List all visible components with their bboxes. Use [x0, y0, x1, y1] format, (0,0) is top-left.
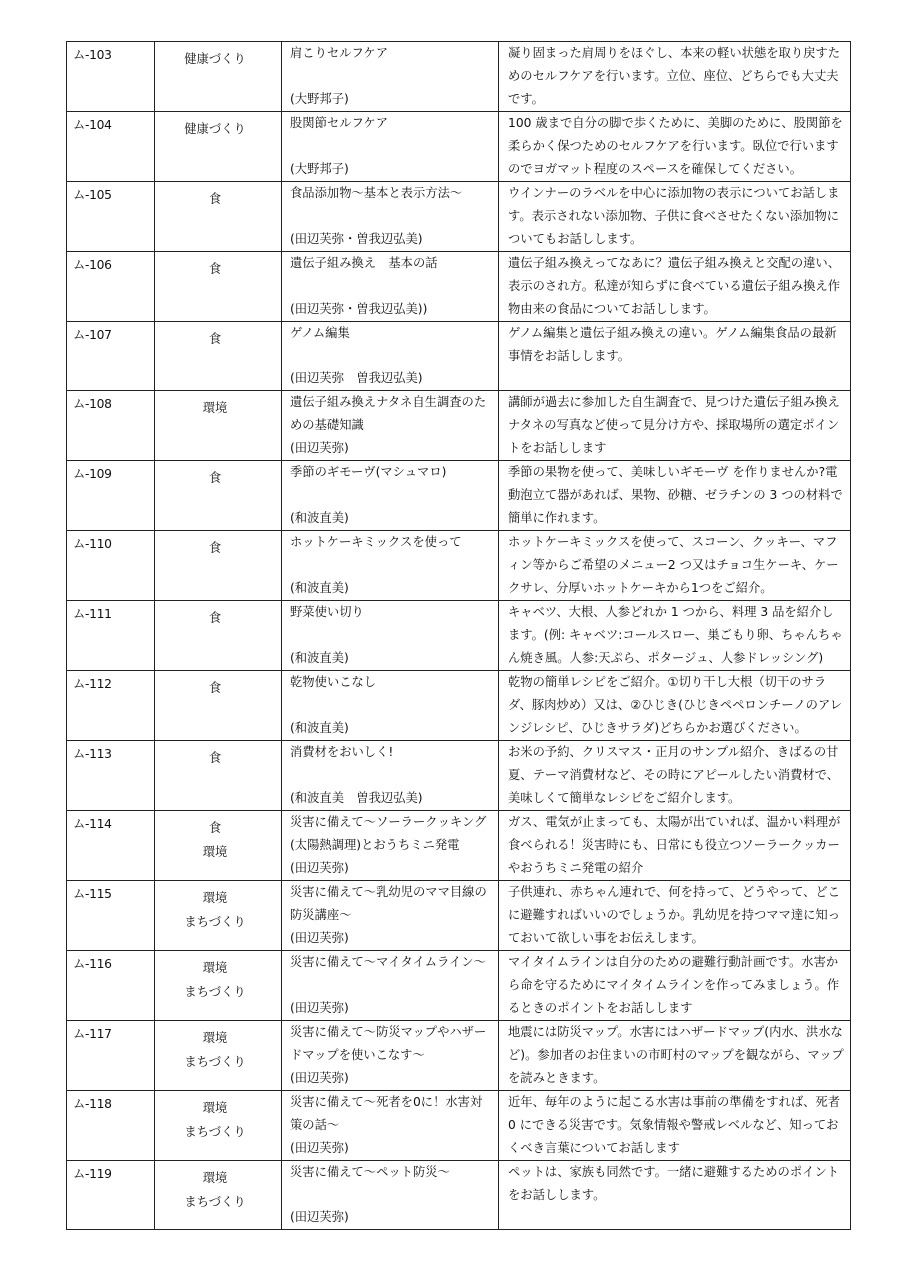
seminar-author: (田辺芙弥・曽我辺弘美): [290, 232, 423, 246]
category-label: 環境: [202, 1031, 228, 1045]
seminar-title: ホットケーキミックスを使って: [290, 535, 462, 549]
row-description: 講師が過去に参加した自生調査で、見つけた遺伝子組み換えナタネの写真など使って見分け方や、採取場所の選定ポイントをお話しします: [499, 391, 851, 461]
row-category: [155, 182, 282, 252]
row-code: ム-110: [67, 531, 155, 601]
row-title-cell: [282, 881, 499, 951]
row-description: ホットケーキミックスを使って、スコーン、クッキー、マフィン等からご希望のメニュー2 つ又はチョコ生ケーキ、ケークサレ、分厚いホットケーキから1つをご紹介。: [499, 531, 851, 601]
row-title-cell: [282, 951, 499, 1021]
row-title-cell: [282, 1161, 499, 1230]
row-code: ム-113: [67, 741, 155, 811]
row-title-cell: [282, 531, 499, 601]
seminar-author: (田辺芙弥): [290, 861, 349, 875]
seminar-author: (田辺芙弥): [290, 1001, 349, 1015]
table-row: [67, 252, 851, 322]
row-description: 凝り固まった肩周りをほぐし、本来の軽い状態を取り戻すためのセルフケアを行います。立位、座位、どちらでも大丈夫です。: [499, 42, 851, 112]
row-code: ム-116: [67, 951, 155, 1021]
row-category: [155, 671, 282, 741]
row-title-cell: [282, 1021, 499, 1091]
seminar-author: (田辺芙弥 曽我辺弘美): [290, 371, 423, 385]
category-label: 食: [208, 192, 222, 206]
table-row: [67, 1161, 851, 1230]
seminar-title: 肩こりセルフケア: [290, 46, 389, 60]
table-row: [67, 112, 851, 182]
category-label: 環境: [202, 401, 228, 415]
category-label: 環境: [202, 961, 228, 975]
category-label: 環境: [202, 891, 228, 905]
row-code: ム-109: [67, 461, 155, 531]
category-label: まちづくり: [184, 915, 246, 929]
seminar-author: (田辺芙弥): [290, 931, 349, 945]
row-description: ゲノム編集と遺伝子組み換えの違い。ゲノム編集食品の最新事情をお話しします。: [499, 322, 851, 391]
row-category: [155, 601, 282, 671]
row-title-cell: [282, 461, 499, 531]
row-category: [155, 531, 282, 601]
seminar-table: [66, 41, 851, 1230]
row-code: ム-105: [67, 182, 155, 252]
row-title-cell: [282, 1091, 499, 1161]
row-category: [155, 112, 282, 182]
row-description: 乾物の簡単レシピをご紹介。①切り干し大根（切干のサラダ、豚肉炒め）又は、②ひじき(ひじきペペロンチーノのアレンジレシピ、ひじきサラダ)どちらかお選びください。: [499, 671, 851, 741]
row-description: ガス、電気が止まっても、太陽が出ていれば、温かい料理が食べられる！災害時にも、日常にも役立つソーラークッカーやおうちミニ発電の紹介: [499, 811, 851, 881]
row-code: ム-107: [67, 322, 155, 391]
row-description: お米の予約、クリスマス・正月のサンプル紹介、きばるの甘夏、テーマ消費材など、その時にアピールしたい消費材で、美味しくて簡単なレシピをご紹介します。: [499, 741, 851, 811]
category-label: 環境: [202, 1101, 228, 1115]
category-label: 食: [208, 471, 222, 485]
row-title-cell: [282, 322, 499, 391]
table-row: [67, 951, 851, 1021]
seminar-title: 野菜使い切り: [290, 605, 364, 619]
table-row: [67, 741, 851, 811]
row-code: ム-114: [67, 811, 155, 881]
row-category: [155, 1161, 282, 1230]
seminar-title: ゲノム編集: [290, 326, 350, 340]
category-label: 食: [208, 821, 222, 835]
row-category: [155, 322, 282, 391]
category-label: 環境: [202, 845, 228, 859]
category-label: まちづくり: [184, 1055, 246, 1069]
row-description: 子供連れ、赤ちゃん連れで、何を持って、どうやって、どこに避難すればいいのでしょうか。乳幼児を持つママ達に知っておいて欲しい事をお伝えします。: [499, 881, 851, 951]
seminar-title: 災害に備えて～ペット防災～: [290, 1165, 450, 1179]
row-category: [155, 461, 282, 531]
seminar-title: 災害に備えて～マイタイムライン～: [290, 955, 486, 969]
seminar-author: (田辺芙弥): [290, 1071, 349, 1085]
row-category: [155, 741, 282, 811]
row-title-cell: [282, 601, 499, 671]
seminar-title: 遺伝子組み換えナタネ自生調査のための基礎知識: [290, 395, 487, 432]
table-row: [67, 881, 851, 951]
seminar-title: 遺伝子組み換え 基本の話: [290, 256, 438, 270]
table-row: [67, 671, 851, 741]
table-row: [67, 601, 851, 671]
table-row: [67, 461, 851, 531]
seminar-title: 乾物使いこなし: [290, 675, 377, 689]
seminar-title: 食品添加物～基本と表示方法～: [290, 186, 463, 200]
category-label: 食: [208, 541, 222, 555]
seminar-author: (和波直美): [290, 651, 349, 665]
seminar-author: (和波直美): [290, 581, 349, 595]
row-category: [155, 811, 282, 881]
seminar-title: 消費材をおいしく!: [290, 745, 394, 759]
row-title-cell: [282, 112, 499, 182]
row-description: 100 歳まで自分の脚で歩くために、美脚のために、股関節を柔らかく保つためのセルフケアを行います。臥位で行いますのでヨガマット程度のスペースを確保してください。: [499, 112, 851, 182]
category-label: 食: [208, 611, 222, 625]
category-label: 食: [208, 681, 222, 695]
category-label: 食: [208, 332, 222, 346]
category-label: 食: [208, 751, 222, 765]
row-category: [155, 881, 282, 951]
row-code: ム-104: [67, 112, 155, 182]
row-category: [155, 951, 282, 1021]
row-category: [155, 391, 282, 461]
category-label: 健康づくり: [184, 122, 246, 136]
row-description: 地震には防災マップ。水害にはハザードマップ(内水、洪水など)。参加者のお住まいの市町村のマップを観ながら、マップを読みときます。: [499, 1021, 851, 1091]
row-description: 近年、毎年のように起こる水害は事前の準備をすれば、死者 0 にできる災害です。気象情報や警戒レベルなど、知っておくべき言葉についてお話します: [499, 1091, 851, 1161]
row-title-cell: [282, 252, 499, 322]
table-row: [67, 1091, 851, 1161]
seminar-author: (大野邦子): [290, 92, 349, 106]
table-row: [67, 1021, 851, 1091]
row-code: ム-103: [67, 42, 155, 112]
seminar-title: 災害に備えて～ソーラークッキング(太陽熱調理)とおうちミニ発電: [290, 815, 487, 852]
seminar-author: (田辺芙弥): [290, 1210, 349, 1224]
seminar-author: (田辺芙弥): [290, 441, 349, 455]
row-category: [155, 1021, 282, 1091]
row-code: ム-119: [67, 1161, 155, 1230]
row-code: ム-108: [67, 391, 155, 461]
row-title-cell: [282, 811, 499, 881]
seminar-title: 災害に備えて～死者を0に！水害対策の話～: [290, 1095, 483, 1132]
table-row: [67, 42, 851, 112]
seminar-author: (和波直美): [290, 721, 349, 735]
row-title-cell: [282, 671, 499, 741]
row-category: [155, 1091, 282, 1161]
row-title-cell: [282, 42, 499, 112]
seminar-author: (和波直美 曽我辺弘美): [290, 791, 423, 805]
table-row: [67, 182, 851, 252]
row-code: ム-115: [67, 881, 155, 951]
category-label: まちづくり: [184, 1125, 246, 1139]
table-row: [67, 811, 851, 881]
row-description: マイタイムラインは自分のための避難行動計画です。水害から命を守るためにマイタイムラインを作ってみましょう。作るときのポイントをお話しします: [499, 951, 851, 1021]
category-label: 健康づくり: [184, 52, 246, 66]
row-code: ム-118: [67, 1091, 155, 1161]
row-code: ム-106: [67, 252, 155, 322]
row-code: ム-112: [67, 671, 155, 741]
table-row: [67, 391, 851, 461]
row-description: 季節の果物を使って、美味しいギモーヴ を作りませんか?電動泡立て器があれば、果物、砂糖、ゼラチンの 3 つの材料で簡単に作れます。: [499, 461, 851, 531]
row-category: [155, 252, 282, 322]
row-title-cell: [282, 741, 499, 811]
row-description: キャベツ、大根、人参どれか 1 つから、料理 3 品を紹介します。(例: キャベツ:コールスロー、巣ごもり卵、ちゃんちゃん焼き風。人参:天ぷら、ポタージュ、人参ドレッシング): [499, 601, 851, 671]
row-title-cell: [282, 182, 499, 252]
seminar-author: (田辺芙弥・曽我辺弘美)): [290, 302, 428, 316]
seminar-author: (田辺芙弥): [290, 1141, 349, 1155]
seminar-title: 災害に備えて～防災マップやハザードマップを使いこなす～: [290, 1025, 487, 1062]
category-label: まちづくり: [184, 1195, 246, 1209]
row-description: ペットは、家族も同然です。一緒に避難するためのポイントをお話しします。: [499, 1161, 851, 1230]
table-row: [67, 322, 851, 391]
row-description: ウインナーのラベルを中心に添加物の表示についてお話します。表示されない添加物、子供に食べさせたくない添加物についてもお話しします。: [499, 182, 851, 252]
row-category: [155, 42, 282, 112]
row-title-cell: [282, 391, 499, 461]
row-code: ム-117: [67, 1021, 155, 1091]
seminar-author: (和波直美): [290, 511, 349, 525]
category-label: 食: [208, 262, 222, 276]
table-row: [67, 531, 851, 601]
category-label: 環境: [202, 1171, 228, 1185]
category-label: まちづくり: [184, 985, 246, 999]
row-description: 遺伝子組み換えってなあに？遺伝子組み換えと交配の違い、表示のされ方。私達が知らずに食べている遺伝子組み換え作物由来の食品についてお話しします。: [499, 252, 851, 322]
seminar-title: 災害に備えて～乳幼児のママ目線の防災講座～: [290, 885, 487, 922]
seminar-title: 季節のギモーヴ(マシュマロ): [290, 465, 447, 479]
seminar-author: (大野邦子): [290, 162, 349, 176]
seminar-title: 股関節セルフケア: [290, 116, 389, 130]
row-code: ム-111: [67, 601, 155, 671]
